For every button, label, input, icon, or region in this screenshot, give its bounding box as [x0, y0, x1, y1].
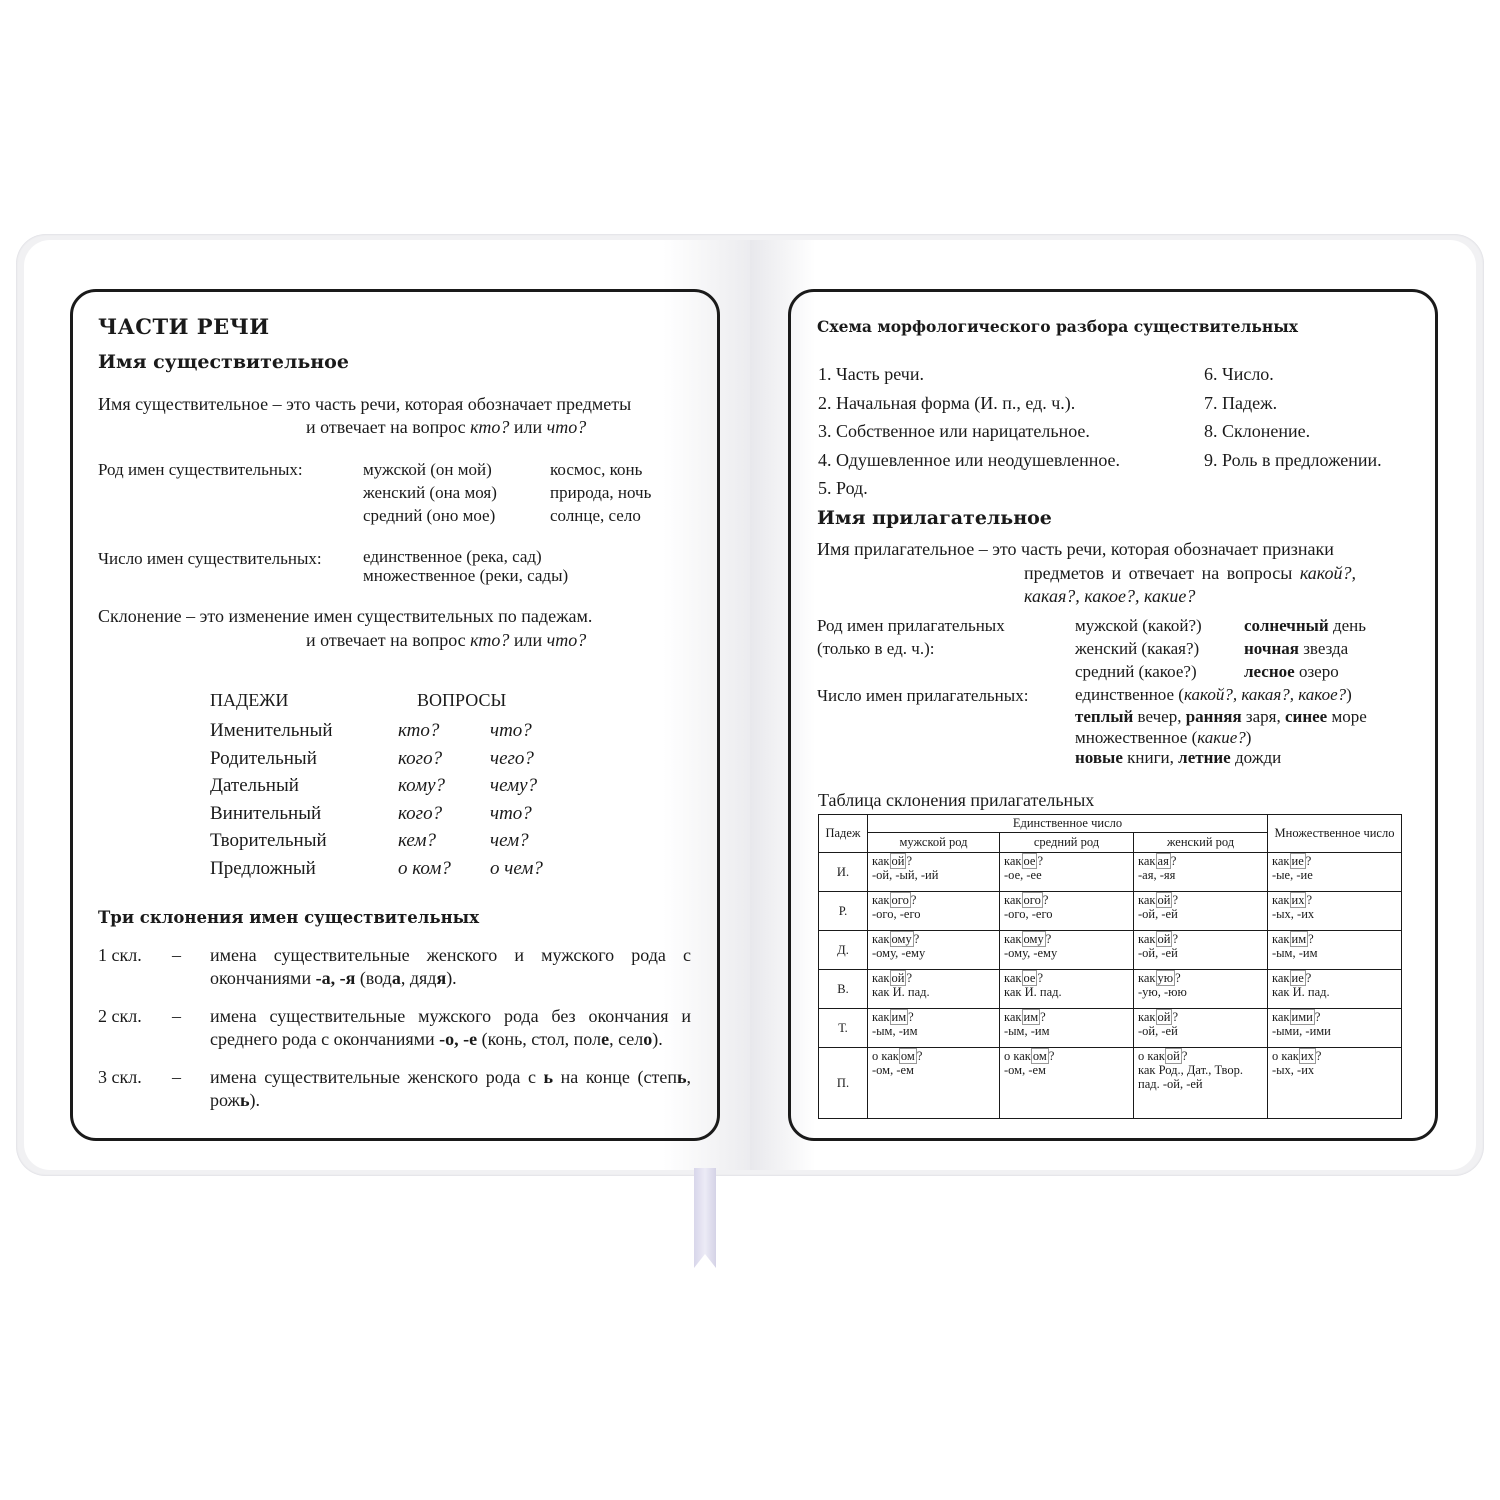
- decl3-label: 3 скл.: [98, 1067, 142, 1087]
- ending-box: ое: [1023, 854, 1036, 868]
- adj-gender-fem-example: ночная звезда: [1244, 639, 1349, 658]
- noun-definition-line1: Имя существительное – это часть речи, которая обозначает предметы: [98, 394, 632, 414]
- endings: -ая, -яя: [1138, 868, 1176, 882]
- endings: -ые, -ие: [1272, 868, 1313, 882]
- question-mark: ?: [1037, 971, 1044, 985]
- case-question: о чем?: [490, 857, 543, 879]
- table-cell: [868, 892, 1000, 931]
- adjective-declension-table: [818, 814, 1402, 1119]
- case-name: Творительный: [210, 830, 327, 851]
- question-mark: ?: [1306, 893, 1313, 907]
- gender-masc: мужской (он мой): [363, 460, 492, 479]
- questions-header: ВОПРОСЫ: [417, 690, 507, 710]
- case-name: Родительный: [210, 747, 317, 769]
- endings: -ым, -им: [1272, 946, 1318, 960]
- endings: как И. пад.: [1272, 985, 1330, 999]
- case-question: что?: [490, 802, 532, 824]
- ending-box: ой: [891, 854, 905, 868]
- endings: -ому, -ему: [1004, 946, 1058, 960]
- question-mark: ?: [1172, 1010, 1179, 1024]
- bookmark-ribbon: [694, 1168, 716, 1268]
- case-question: кого?: [398, 747, 443, 769]
- morph-scheme-title: Схема морфологического разбора существительных: [817, 317, 1299, 336]
- table-cell: [1000, 853, 1134, 892]
- table-cell: [1000, 892, 1134, 931]
- question-stem: как: [872, 893, 890, 907]
- ending-box: ого: [891, 893, 909, 907]
- case-name: Предложный: [210, 857, 316, 879]
- gender-neut: средний (оно мое): [363, 506, 496, 525]
- question-mark: ?: [1305, 971, 1312, 985]
- table-cell: [868, 853, 1000, 892]
- table-cell: [1134, 970, 1268, 1009]
- decl1-text: имена существительные женского и мужского рода с окончаниями -а, -я (вода, дядя).: [210, 945, 691, 988]
- question-stem: как: [1004, 932, 1022, 946]
- endings: как Род., Дат., Твор. пад. -ой, -ей: [1138, 1063, 1243, 1091]
- table-cell: [868, 1009, 1000, 1048]
- ending-box: ом: [1032, 1049, 1047, 1063]
- header-plural: Множественное число: [1268, 815, 1402, 853]
- endings: -ой, -ей: [1138, 1024, 1178, 1038]
- page-title: ЧАСТИ РЕЧИ: [98, 314, 270, 339]
- header-fem: женский род: [1134, 833, 1268, 853]
- table-cell: [868, 1048, 1000, 1119]
- question-stem: о как: [1138, 1049, 1165, 1063]
- adj-definition-line2: предметов и отвечает на вопросы какой?,: [1024, 563, 1357, 583]
- question-mark: ?: [906, 971, 913, 985]
- header-neut: средний род: [1000, 833, 1134, 853]
- table-cell: [1268, 1009, 1402, 1048]
- row-case: В.: [819, 970, 868, 1009]
- table-cell: [1268, 1048, 1402, 1119]
- question-mark: ?: [1172, 893, 1179, 907]
- ending-box: им: [1291, 932, 1307, 946]
- endings: -ое, -ее: [1004, 868, 1042, 882]
- adj-number-singular-examples: теплый вечер, ранняя заря, синее море: [1075, 707, 1367, 726]
- section-title-adjective: Имя прилагательное: [817, 507, 1052, 529]
- case-question: о ком?: [398, 857, 451, 879]
- question-mark: ?: [1175, 971, 1181, 985]
- question-mark: ?: [1305, 854, 1312, 868]
- adj-definition-line3: какая?, какое?, какие?: [1024, 586, 1196, 606]
- adj-gender-masc: мужской (какой?): [1075, 616, 1202, 635]
- noun-gender-label: Род имен существительных:: [98, 460, 303, 479]
- decl2-dash: –: [172, 1006, 181, 1026]
- table-row: [819, 970, 1402, 1009]
- scheme-item: 9. Роль в предложении.: [1204, 449, 1382, 470]
- scheme-list-left: [818, 360, 1120, 503]
- question-stem: как: [872, 932, 890, 946]
- row-case: Д.: [819, 931, 868, 970]
- question-mark: ?: [1181, 1049, 1188, 1063]
- case-name: Именительный: [210, 720, 333, 741]
- endings: -ом, -ем: [872, 1063, 914, 1077]
- ending-box: ой: [1157, 1010, 1171, 1024]
- question-mark: ?: [916, 1049, 923, 1063]
- question-mark: ?: [910, 893, 917, 907]
- endings: -ую, -юю: [1138, 985, 1187, 999]
- gender-fem-example: природа, ночь: [550, 483, 652, 502]
- case-question: чем?: [490, 830, 529, 851]
- table-row: [819, 892, 1402, 931]
- header-masc: мужской род: [868, 833, 1000, 853]
- ending-box: ой: [1157, 893, 1171, 907]
- table-cell: [868, 931, 1000, 970]
- decl3-dash: –: [172, 1067, 181, 1087]
- endings: -ым, -им: [1004, 1024, 1050, 1038]
- question-stem: как: [1004, 1010, 1022, 1024]
- question-stem: как: [1138, 932, 1156, 946]
- table-cell: [1000, 1048, 1134, 1119]
- adj-number-singular: единственное (какой?, какая?, какое?): [1075, 685, 1352, 704]
- endings: -ым, -им: [872, 1024, 918, 1038]
- table-row: [819, 853, 1402, 892]
- ending-box: ая: [1157, 854, 1169, 868]
- endings: как И. пад.: [872, 985, 930, 999]
- scheme-item: 7. Падеж.: [1204, 392, 1278, 413]
- question-mark: ?: [906, 854, 913, 868]
- gender-fem: женский (она моя): [363, 483, 497, 502]
- table-cell: [1000, 970, 1134, 1009]
- question-stem: как: [1272, 1010, 1290, 1024]
- decl3-text: имена существительные женского рода с ь на конце (степь, рожь).: [210, 1067, 691, 1110]
- endings: -ого, -его: [872, 907, 921, 921]
- ending-box: ой: [1166, 1049, 1180, 1063]
- question-mark: ?: [1037, 854, 1044, 868]
- adj-number-label: Число имен прилагательных:: [817, 686, 1029, 705]
- endings: -ой, -ый, -ий: [872, 868, 939, 882]
- table-cell: [1268, 970, 1402, 1009]
- question-mark: ?: [1048, 1049, 1055, 1063]
- ending-box: ой: [891, 971, 905, 985]
- ending-box: их: [1300, 1049, 1314, 1063]
- case-question: кого?: [398, 802, 443, 824]
- decl1-label: 1 скл.: [98, 945, 142, 965]
- ending-box: ие: [1291, 971, 1304, 985]
- three-declensions-title: Три склонения имен существительных: [98, 908, 480, 927]
- question-stem: как: [1138, 971, 1156, 985]
- ending-box: ого: [1023, 893, 1041, 907]
- question-stem: как: [1272, 854, 1290, 868]
- question-stem: как: [1272, 971, 1290, 985]
- endings: -ых, -их: [1272, 1063, 1315, 1077]
- declension-definition-line2: и отвечает на вопрос кто? или что?: [306, 630, 587, 650]
- table-row: [819, 1048, 1402, 1119]
- question-stem: как: [1004, 971, 1022, 985]
- scheme-item: 5. Род.: [818, 478, 868, 498]
- gender-masc-example: космос, конь: [550, 460, 643, 479]
- question-mark: ?: [913, 932, 920, 946]
- endings: как И. пад.: [1004, 985, 1062, 999]
- adj-number-plural-examples: новые книги, летние дожди: [1075, 748, 1282, 767]
- scheme-item: 2. Начальная форма (И. п., ед. ч.).: [818, 392, 1076, 413]
- question-mark: ?: [908, 1010, 914, 1024]
- table-cell: [1134, 1048, 1268, 1119]
- question-stem: как: [1272, 893, 1290, 907]
- header-case: Падеж: [819, 815, 868, 853]
- row-case: П.: [819, 1048, 868, 1119]
- question-stem: как: [872, 854, 890, 868]
- scheme-list-right: [1204, 360, 1382, 474]
- table-row: [819, 1009, 1402, 1048]
- adj-gender-label-2: (только в ед. ч.):: [817, 639, 935, 658]
- adj-number-plural: множественное (какие?): [1075, 728, 1252, 747]
- declension-table-title: Таблица склонения прилагательных: [818, 790, 1095, 810]
- number-plural: множественное (реки, сады): [363, 566, 569, 585]
- ending-box: ие: [1291, 854, 1304, 868]
- scheme-item: 4. Одушевленное или неодушевленное.: [818, 449, 1121, 470]
- number-singular: единственное (река, сад): [363, 547, 542, 566]
- case-name: Дательный: [210, 775, 299, 796]
- questions-who-list: [398, 717, 451, 882]
- question-stem: о как: [1004, 1049, 1031, 1063]
- decl2-label: 2 скл.: [98, 1006, 142, 1026]
- case-question: кому?: [398, 775, 445, 796]
- question-mark: ?: [1042, 893, 1049, 907]
- table-cell: [1134, 931, 1268, 970]
- decl1-dash: –: [172, 945, 181, 965]
- question-stem: как: [872, 971, 890, 985]
- endings: -ом, -ем: [1004, 1063, 1046, 1077]
- table-cell: [1268, 931, 1402, 970]
- question-stem: как: [1138, 854, 1156, 868]
- case-name: Винительный: [210, 802, 322, 824]
- cases-list: [210, 717, 333, 882]
- adj-gender-label-1: Род имен прилагательных: [817, 616, 1005, 635]
- question-mark: ?: [1172, 932, 1179, 946]
- ending-box: ом: [900, 1049, 915, 1063]
- endings: -ой, -ей: [1138, 907, 1178, 921]
- ending-box: их: [1291, 893, 1305, 907]
- scheme-item: 3. Собственное или нарицательное.: [818, 421, 1090, 441]
- endings: -ому, -ему: [872, 946, 926, 960]
- question-mark: ?: [1314, 1010, 1321, 1024]
- question-mark: ?: [1315, 1049, 1322, 1063]
- decl2-text: имена существительные мужского рода без окончания и среднего рода с окончаниями -о, -е (конь, стол, поле, село).: [210, 1006, 691, 1049]
- endings: -ых, -их: [1272, 907, 1315, 921]
- question-stem: как: [1004, 893, 1022, 907]
- adj-gender-masc-example: солнечный день: [1244, 616, 1367, 635]
- endings: -ой, -ей: [1138, 946, 1178, 960]
- question-mark: ?: [1170, 854, 1177, 868]
- gender-neut-example: солнце, село: [550, 506, 641, 525]
- noun-number-label: Число имен существительных:: [98, 549, 322, 568]
- question-stem: как: [1004, 854, 1022, 868]
- ending-box: ому: [891, 932, 912, 946]
- ending-box: ое: [1023, 971, 1036, 985]
- adj-gender-neut-example: лесное озеро: [1244, 662, 1339, 681]
- endings: -ого, -его: [1004, 907, 1053, 921]
- question-mark: ?: [1308, 932, 1314, 946]
- table-cell: [1134, 853, 1268, 892]
- row-case: Т.: [819, 1009, 868, 1048]
- table-cell: [1134, 892, 1268, 931]
- ending-box: ой: [1157, 932, 1171, 946]
- question-stem: о как: [872, 1049, 899, 1063]
- case-question: кем?: [398, 830, 436, 851]
- header-singular: Единственное число: [868, 815, 1268, 833]
- question-stem: как: [1138, 1010, 1156, 1024]
- row-case: Р.: [819, 892, 868, 931]
- row-case: И.: [819, 853, 868, 892]
- ending-box: ую: [1157, 971, 1174, 985]
- question-stem: как: [1138, 893, 1156, 907]
- ending-box: ому: [1023, 932, 1044, 946]
- noun-definition-line2: и отвечает на вопрос кто? или что?: [306, 417, 587, 437]
- adj-gender-fem: женский (какая?): [1075, 639, 1200, 658]
- table-cell: [1268, 853, 1402, 892]
- cases-header: ПАДЕЖИ: [210, 690, 289, 710]
- scheme-item: 6. Число.: [1204, 364, 1274, 384]
- table-cell: [1134, 1009, 1268, 1048]
- table-cell: [1000, 931, 1134, 970]
- table-cell: [868, 970, 1000, 1009]
- ending-box: им: [891, 1010, 907, 1024]
- table-cell: [1268, 892, 1402, 931]
- question-mark: ?: [1040, 1010, 1046, 1024]
- table-cell: [1000, 1009, 1134, 1048]
- adj-gender-neut: средний (какое?): [1075, 662, 1197, 681]
- case-question: кто?: [398, 720, 440, 741]
- declension-definition-line1: Склонение – это изменение имен существительных по падежам.: [98, 606, 593, 626]
- case-question: чего?: [490, 747, 534, 769]
- ending-box: им: [1023, 1010, 1039, 1024]
- question-stem: как: [1272, 932, 1290, 946]
- question-stem: о как: [1272, 1049, 1299, 1063]
- question-mark: ?: [1045, 932, 1052, 946]
- case-question: что?: [490, 720, 532, 741]
- scheme-item: 8. Склонение.: [1204, 421, 1311, 441]
- case-question: чему?: [490, 775, 538, 796]
- section-title-noun: Имя существительное: [98, 351, 349, 373]
- scheme-item: 1. Часть речи.: [818, 364, 924, 384]
- table-row: [819, 931, 1402, 970]
- ending-box: ими: [1291, 1010, 1313, 1024]
- questions-what-list: [490, 717, 543, 882]
- question-stem: как: [872, 1010, 890, 1024]
- endings: -ыми, -ими: [1272, 1024, 1331, 1038]
- adj-definition-line1: Имя прилагательное – это часть речи, которая обозначает признаки: [817, 539, 1334, 559]
